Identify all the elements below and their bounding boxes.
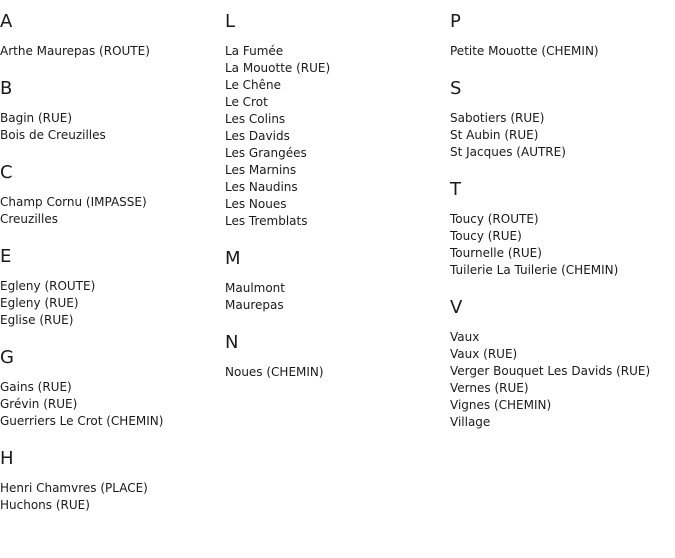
street-list — [450, 211, 675, 279]
street-link[interactable]: Vaux (RUE) — [450, 347, 518, 361]
letter-section — [0, 449, 220, 514]
index-column-2 — [225, 12, 445, 400]
street-link[interactable]: Noues (CHEMIN) — [225, 365, 324, 379]
street-link[interactable]: Sabotiers (RUE) — [450, 111, 545, 125]
street-list — [0, 43, 220, 60]
letter-section — [0, 79, 220, 144]
street-link[interactable]: Les Colins — [225, 112, 286, 126]
letter-section — [225, 333, 445, 381]
letter-section — [0, 163, 220, 228]
street-link[interactable]: Bois de Creuzilles — [0, 128, 106, 142]
street-link[interactable]: Le Chêne — [225, 78, 282, 92]
street-link[interactable]: La Mouotte (RUE) — [225, 61, 331, 75]
letter-section — [0, 247, 220, 329]
street-link[interactable]: Les Noues — [225, 197, 287, 211]
section-letter-heading: V — [450, 297, 463, 318]
letter-section — [0, 348, 220, 430]
section-letter-heading: C — [0, 162, 13, 183]
street-link[interactable]: Les Tremblats — [225, 214, 308, 228]
street-link[interactable]: Gains (RUE) — [0, 380, 72, 394]
street-link[interactable]: Vaux — [450, 330, 480, 344]
section-letter-heading: E — [0, 246, 12, 267]
street-list — [450, 110, 675, 161]
letter-section — [225, 249, 445, 314]
street-link[interactable]: Petite Mouotte (CHEMIN) — [450, 44, 599, 58]
letter-section — [450, 79, 675, 161]
street-link[interactable]: Egleny (ROUTE) — [0, 279, 96, 293]
street-link[interactable]: Tuilerie La Tuilerie (CHEMIN) — [450, 263, 619, 277]
letter-section — [450, 180, 675, 279]
street-link[interactable]: Toucy (ROUTE) — [450, 212, 539, 226]
street-link[interactable]: Toucy (RUE) — [450, 229, 522, 243]
letter-section — [225, 12, 445, 230]
street-link[interactable]: Les Grangées — [225, 146, 307, 160]
street-link[interactable]: Grévin (RUE) — [0, 397, 78, 411]
street-link[interactable]: Les Naudins — [225, 180, 298, 194]
street-link[interactable]: Champ Cornu (IMPASSE) — [0, 195, 147, 209]
section-letter-heading: S — [450, 78, 462, 99]
street-list — [450, 329, 675, 431]
street-list — [0, 194, 220, 228]
street-link[interactable]: Arthe Maurepas (ROUTE) — [0, 44, 150, 58]
street-list — [0, 480, 220, 514]
street-list — [0, 278, 220, 329]
street-link[interactable]: Verger Bouquet Les Davids (RUE) — [450, 364, 651, 378]
section-letter-heading: G — [0, 347, 14, 368]
street-list — [0, 110, 220, 144]
section-letter-heading: L — [225, 11, 236, 32]
street-link[interactable]: Egleny (RUE) — [0, 296, 79, 310]
street-link[interactable]: Eglise (RUE) — [0, 313, 74, 327]
section-letter-heading: H — [0, 448, 14, 469]
section-letter-heading: P — [450, 11, 461, 32]
street-link[interactable]: Vernes (RUE) — [450, 381, 529, 395]
street-link[interactable]: St Jacques (AUTRE) — [450, 145, 566, 159]
street-list — [225, 280, 445, 314]
street-link[interactable]: Tournelle (RUE) — [450, 246, 542, 260]
street-link[interactable]: Maurepas — [225, 298, 284, 312]
section-letter-heading: B — [0, 78, 13, 99]
index-column-1 — [0, 12, 220, 533]
street-list — [450, 43, 675, 60]
section-letter-heading: N — [225, 332, 239, 353]
street-link[interactable]: Le Crot — [225, 95, 268, 109]
letter-section — [450, 12, 675, 60]
street-list — [225, 364, 445, 381]
letter-section — [450, 298, 675, 431]
letter-section — [0, 12, 220, 60]
index-column-3 — [450, 12, 675, 450]
section-letter-heading: M — [225, 248, 241, 269]
street-link[interactable]: Les Davids — [225, 129, 290, 143]
street-link[interactable]: Bagin (RUE) — [0, 111, 73, 125]
street-link[interactable]: Huchons (RUE) — [0, 498, 90, 512]
street-link[interactable]: Village — [450, 415, 491, 429]
street-link[interactable]: St Aubin (RUE) — [450, 128, 539, 142]
street-list — [0, 379, 220, 430]
section-letter-heading: T — [450, 179, 461, 200]
street-link[interactable]: Maulmont — [225, 281, 285, 295]
street-link[interactable]: Henri Chamvres (PLACE) — [0, 481, 148, 495]
street-link[interactable]: Guerriers Le Crot (CHEMIN) — [0, 414, 164, 428]
street-link[interactable]: Creuzilles — [0, 212, 58, 226]
street-link[interactable]: Les Marnins — [225, 163, 297, 177]
street-link[interactable]: Vignes (CHEMIN) — [450, 398, 552, 412]
street-list — [225, 43, 445, 230]
section-letter-heading: A — [0, 11, 13, 32]
street-link[interactable]: La Fumée — [225, 44, 284, 58]
